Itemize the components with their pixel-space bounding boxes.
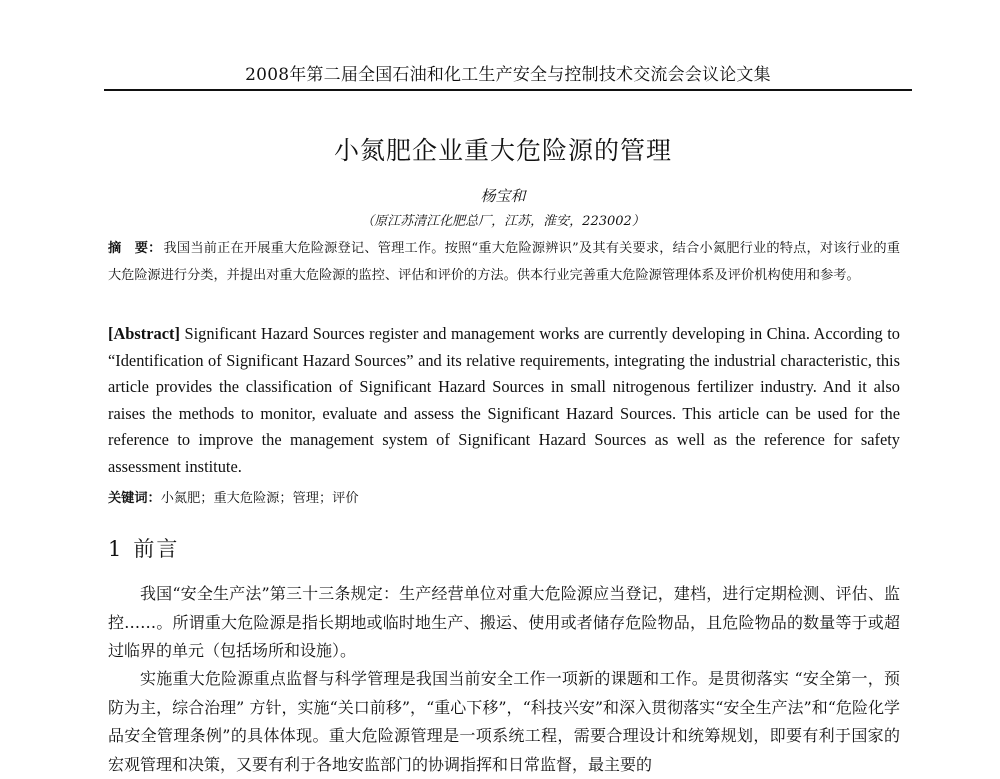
keywords-label: 关键词： [108, 491, 161, 506]
abstract-english-label: [Abstract] [108, 324, 180, 343]
keywords [108, 488, 900, 510]
abstract-chinese [108, 235, 900, 289]
running-header: 2008年第二届全国石油和化工生产安全与控制技术交流会会议论文集 [245, 65, 771, 85]
section-title: 前言 [133, 537, 180, 561]
abstract-english [108, 321, 900, 480]
paper-title: 小氮肥企业重大危险源的管理 [333, 136, 672, 165]
author-affiliation: （原江苏清江化肥总厂，江苏，淮安，223002） [361, 214, 645, 229]
abstract-english-text: Significant Hazard Sources register and management works are currently developing in China. According to “Identification of Significant Hazard Sources” and its relative requirements, integrating the industrial characteristic, this article provides the classification of Significant Hazard Sources in small nitrogenous fertilizer industry. And it also raises the methods to monitor, evaluate and assess the Significant Hazard Sources. This article can be used for the reference to improve the management system of Significant Hazard Sources as well as the reference for safety assessment institute. [108, 324, 900, 476]
keywords-text: 小氮肥；重大危险源；管理；评价 [160, 491, 359, 506]
abstract-chinese-text: 我国当前正在开展重大危险源登记、管理工作。按照“重大危险源辨识”及其有关要求，结合小氮肥行业的特点，对该行业的重大危险源进行分类，并提出对重大危险源的监控、评估和评价的方法。供本行业完善重大危险源管理体系及评价机构使用和参考。 [108, 241, 901, 283]
author-name: 杨宝和 [480, 187, 526, 205]
body-paragraph-1: 我国“安全生产法”第三十三条规定：生产经营单位对重大危险源应当登记，建档，进行定期检测、评估、监控……。所谓重大危险源是指长期地或临时地生产、搬运、使用或者储存危险物品，且危险物品的数量等于或超过临界的单元（包括场所和设施）。 [108, 584, 900, 660]
header-rule [104, 89, 912, 91]
section-heading [108, 535, 179, 563]
body-paragraph-2: 实施重大危险源重点监督与科学管理是我国当前安全工作一项新的课题和工作。是贯彻落实 “安全第一，预防为主，综合治理” 方针，实施“关口前移”，“重心下移”，“科技兴安”和深入贯彻落实“安全生产法”和“危险化学品安全管理条例”的具体体现。重大危险源管理是一项系统工程，需要合理设计和统筹规划，即要有利于国家的宏观管理和决策，又要有利于各地安监部门的协调指挥和日常监督，最主要的 [108, 669, 900, 774]
section-number: 1 [108, 537, 124, 561]
abstract-chinese-label: 摘 要： [108, 241, 162, 256]
